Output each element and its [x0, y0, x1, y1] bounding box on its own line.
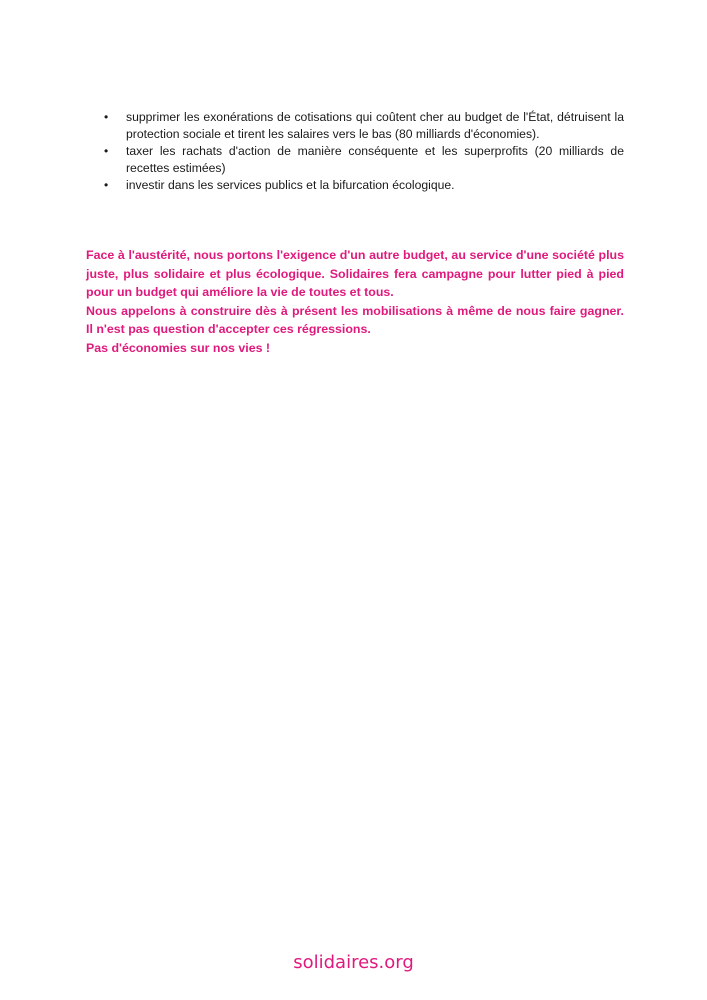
- closing-statement: [86, 246, 624, 358]
- bullet-icon: •: [104, 178, 109, 192]
- closing-paragraph-mobilisation: Nous appelons à construire dès à présent les mobilisations à même de nous faire gagner. Il n'est pas question d'accepter ces régressions.: [86, 303, 624, 337]
- list-item-text: taxer les rachats d'action de manière conséquente et les superprofits (20 milliards de recettes estimées): [126, 144, 624, 175]
- closing-slogan: Pas d'économies sur nos vies !: [86, 340, 271, 355]
- demands-list: [104, 109, 624, 194]
- bullet-icon: •: [104, 144, 109, 158]
- list-item-text: investir dans les services publics et la bifurcation écologique.: [126, 178, 455, 192]
- closing-paragraph-budget: Face à l'austérité, nous portons l'exigence d'un autre budget, au service d'une société plus juste, plus solidaire et plus écologique. Solidaires fera campagne pour lutter pied à pied pour un budget qui améliore la vie de toutes et tous.: [86, 248, 624, 300]
- list-item: [104, 109, 624, 143]
- bullet-icon: •: [104, 110, 109, 124]
- list-item: [104, 177, 624, 194]
- list-item-text: supprimer les exonérations de cotisations qui coûtent cher au budget de l'État, détruisent la protection sociale et tirent les salaires vers le bas (80 milliards d'économies).: [126, 110, 624, 141]
- footer-site-link[interactable]: solidaires.org: [293, 952, 414, 973]
- list-item: [104, 143, 624, 177]
